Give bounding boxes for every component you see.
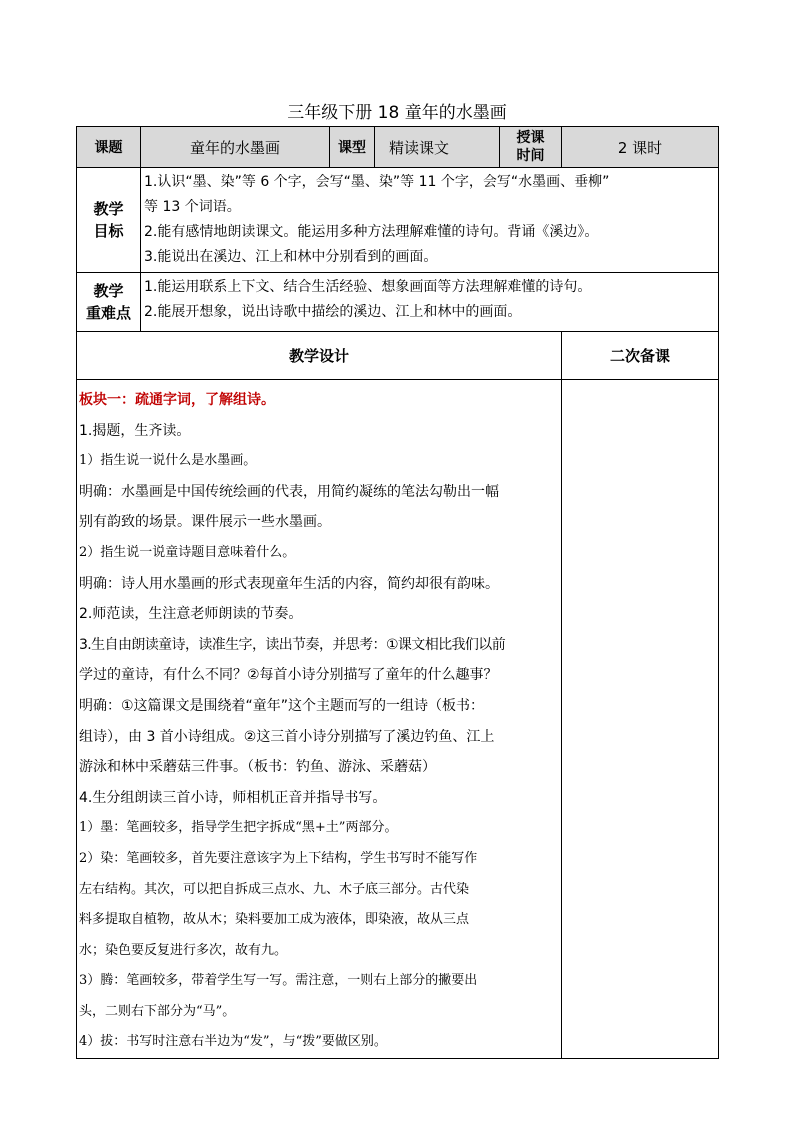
topic-value: 童年的水墨画 — [141, 127, 330, 168]
design-line: 学过的童诗，有什么不同？②每首小诗分别描写了童年的什么趣事？ — [79, 667, 498, 684]
key-points-row — [77, 273, 719, 332]
design-body-row — [77, 380, 719, 1059]
goals-label-line-2: 目标 — [93, 222, 124, 240]
design-line: 头，二则右下部分为“马”。 — [79, 1003, 236, 1019]
design-line: 2）染：笔画较多，首先要注意该字为上下结构，学生书写时不能写作 — [79, 850, 478, 866]
design-line: 1）指生说一说什么是水墨画。 — [79, 453, 257, 469]
key-points-label-line-1: 教学 — [93, 282, 124, 300]
design-line: 组诗），由 3 首小诗组成。②这三首小诗分别描写了溪边钓鱼、江上 — [79, 728, 495, 745]
secondary-prep-column-heading: 二次备课 — [562, 332, 719, 380]
lesson-plan-table — [76, 126, 719, 1059]
design-column-heading: 教学设计 — [77, 332, 562, 380]
key-point-line: 2.能展开想象，说出诗歌中描绘的溪边、江上和林中的画面。 — [144, 304, 522, 320]
goals-content — [141, 168, 719, 273]
secondary-prep-content — [562, 380, 719, 1059]
design-header-row — [77, 332, 719, 380]
goal-line: 等 13 个词语。 — [144, 199, 241, 215]
hours-label — [500, 127, 562, 168]
key-points-content — [141, 273, 719, 332]
header-row — [77, 127, 719, 168]
design-line: 明确：水墨画是中国传统绘画的代表，用简约凝练的笔法勾勒出一幅 — [79, 483, 499, 500]
goal-line: 1.认识“墨、染”等 6 个字，会写“墨、染”等 11 个字，会写“水墨画、垂柳” — [144, 174, 610, 190]
goal-line: 2.能有感情地朗读课文。能运用多种方法理解难懂的诗句。背诵《溪边》。 — [144, 224, 599, 240]
design-line: 4）拔：书写时注意右半边为“发”，与“拨”要做区别。 — [79, 1034, 387, 1050]
design-line: 别有韵致的场景。课件展示一些水墨画。 — [79, 514, 331, 531]
design-line: 3）腾：笔画较多，带着学生写一写。需注意，一则右上部分的撇要出 — [79, 973, 478, 989]
goals-label-line-1: 教学 — [93, 200, 124, 218]
goals-label — [77, 168, 141, 273]
design-line: 明确：①这篇课文是围绕着“童年”这个主题而写的一组诗（板书： — [79, 697, 485, 714]
design-line: 明确：诗人用水墨画的形式表现童年生活的内容，简约却很有韵味。 — [79, 575, 499, 592]
design-line: 1.揭题，生齐读。 — [79, 422, 191, 439]
design-line: 2.师范读，生注意老师朗读的节奏。 — [79, 606, 303, 623]
design-line: 水；染色要反复进行多次，故有九。 — [79, 942, 288, 958]
key-points-label-line-2: 重难点 — [85, 304, 131, 322]
section-heading: 板块一：疏通字词，了解组诗。 — [79, 392, 275, 408]
design-line: 左右结构。其次，可以把自拆成三点水、九、木子底三部分。古代染 — [79, 881, 470, 897]
topic-label: 课题 — [77, 127, 141, 168]
design-line: 料多提取自植物，故从木；染料要加工成为液体，即染液，故从三点 — [79, 912, 470, 928]
document-title: 三年级下册 18 童年的水墨画 — [287, 103, 507, 123]
key-point-line: 1.能运用联系上下文、结合生活经验、想象画面等方法理解难懂的诗句。 — [144, 279, 592, 295]
design-line: 游泳和林中采蘑菇三件事。（板书：钓鱼、游泳、采蘑菇） — [79, 759, 436, 776]
design-content — [77, 380, 562, 1059]
goals-row — [77, 168, 719, 273]
hours-label-line-2: 时间 — [516, 148, 545, 164]
hours-value: 2 课时 — [562, 127, 719, 168]
key-points-label — [77, 273, 141, 332]
goal-line: 3.能说出在溪边、江上和林中分别看到的画面。 — [144, 249, 438, 265]
design-line: 2）指生说一说童诗题目意味着什么。 — [79, 544, 296, 560]
type-value: 精读课文 — [375, 127, 500, 168]
design-line: 4.生分组朗读三首小诗，师相机正音并指导书写。 — [79, 789, 387, 806]
design-line: 3.生自由朗读童诗，读准生字，读出节奏，并思考：①课文相比我们以前 — [79, 636, 506, 653]
type-label: 课型 — [330, 127, 375, 168]
design-line: 1）墨：笔画较多，指导学生把字拆成“黑+土”两部分。 — [79, 820, 398, 836]
hours-label-line-1: 授课 — [516, 130, 545, 146]
